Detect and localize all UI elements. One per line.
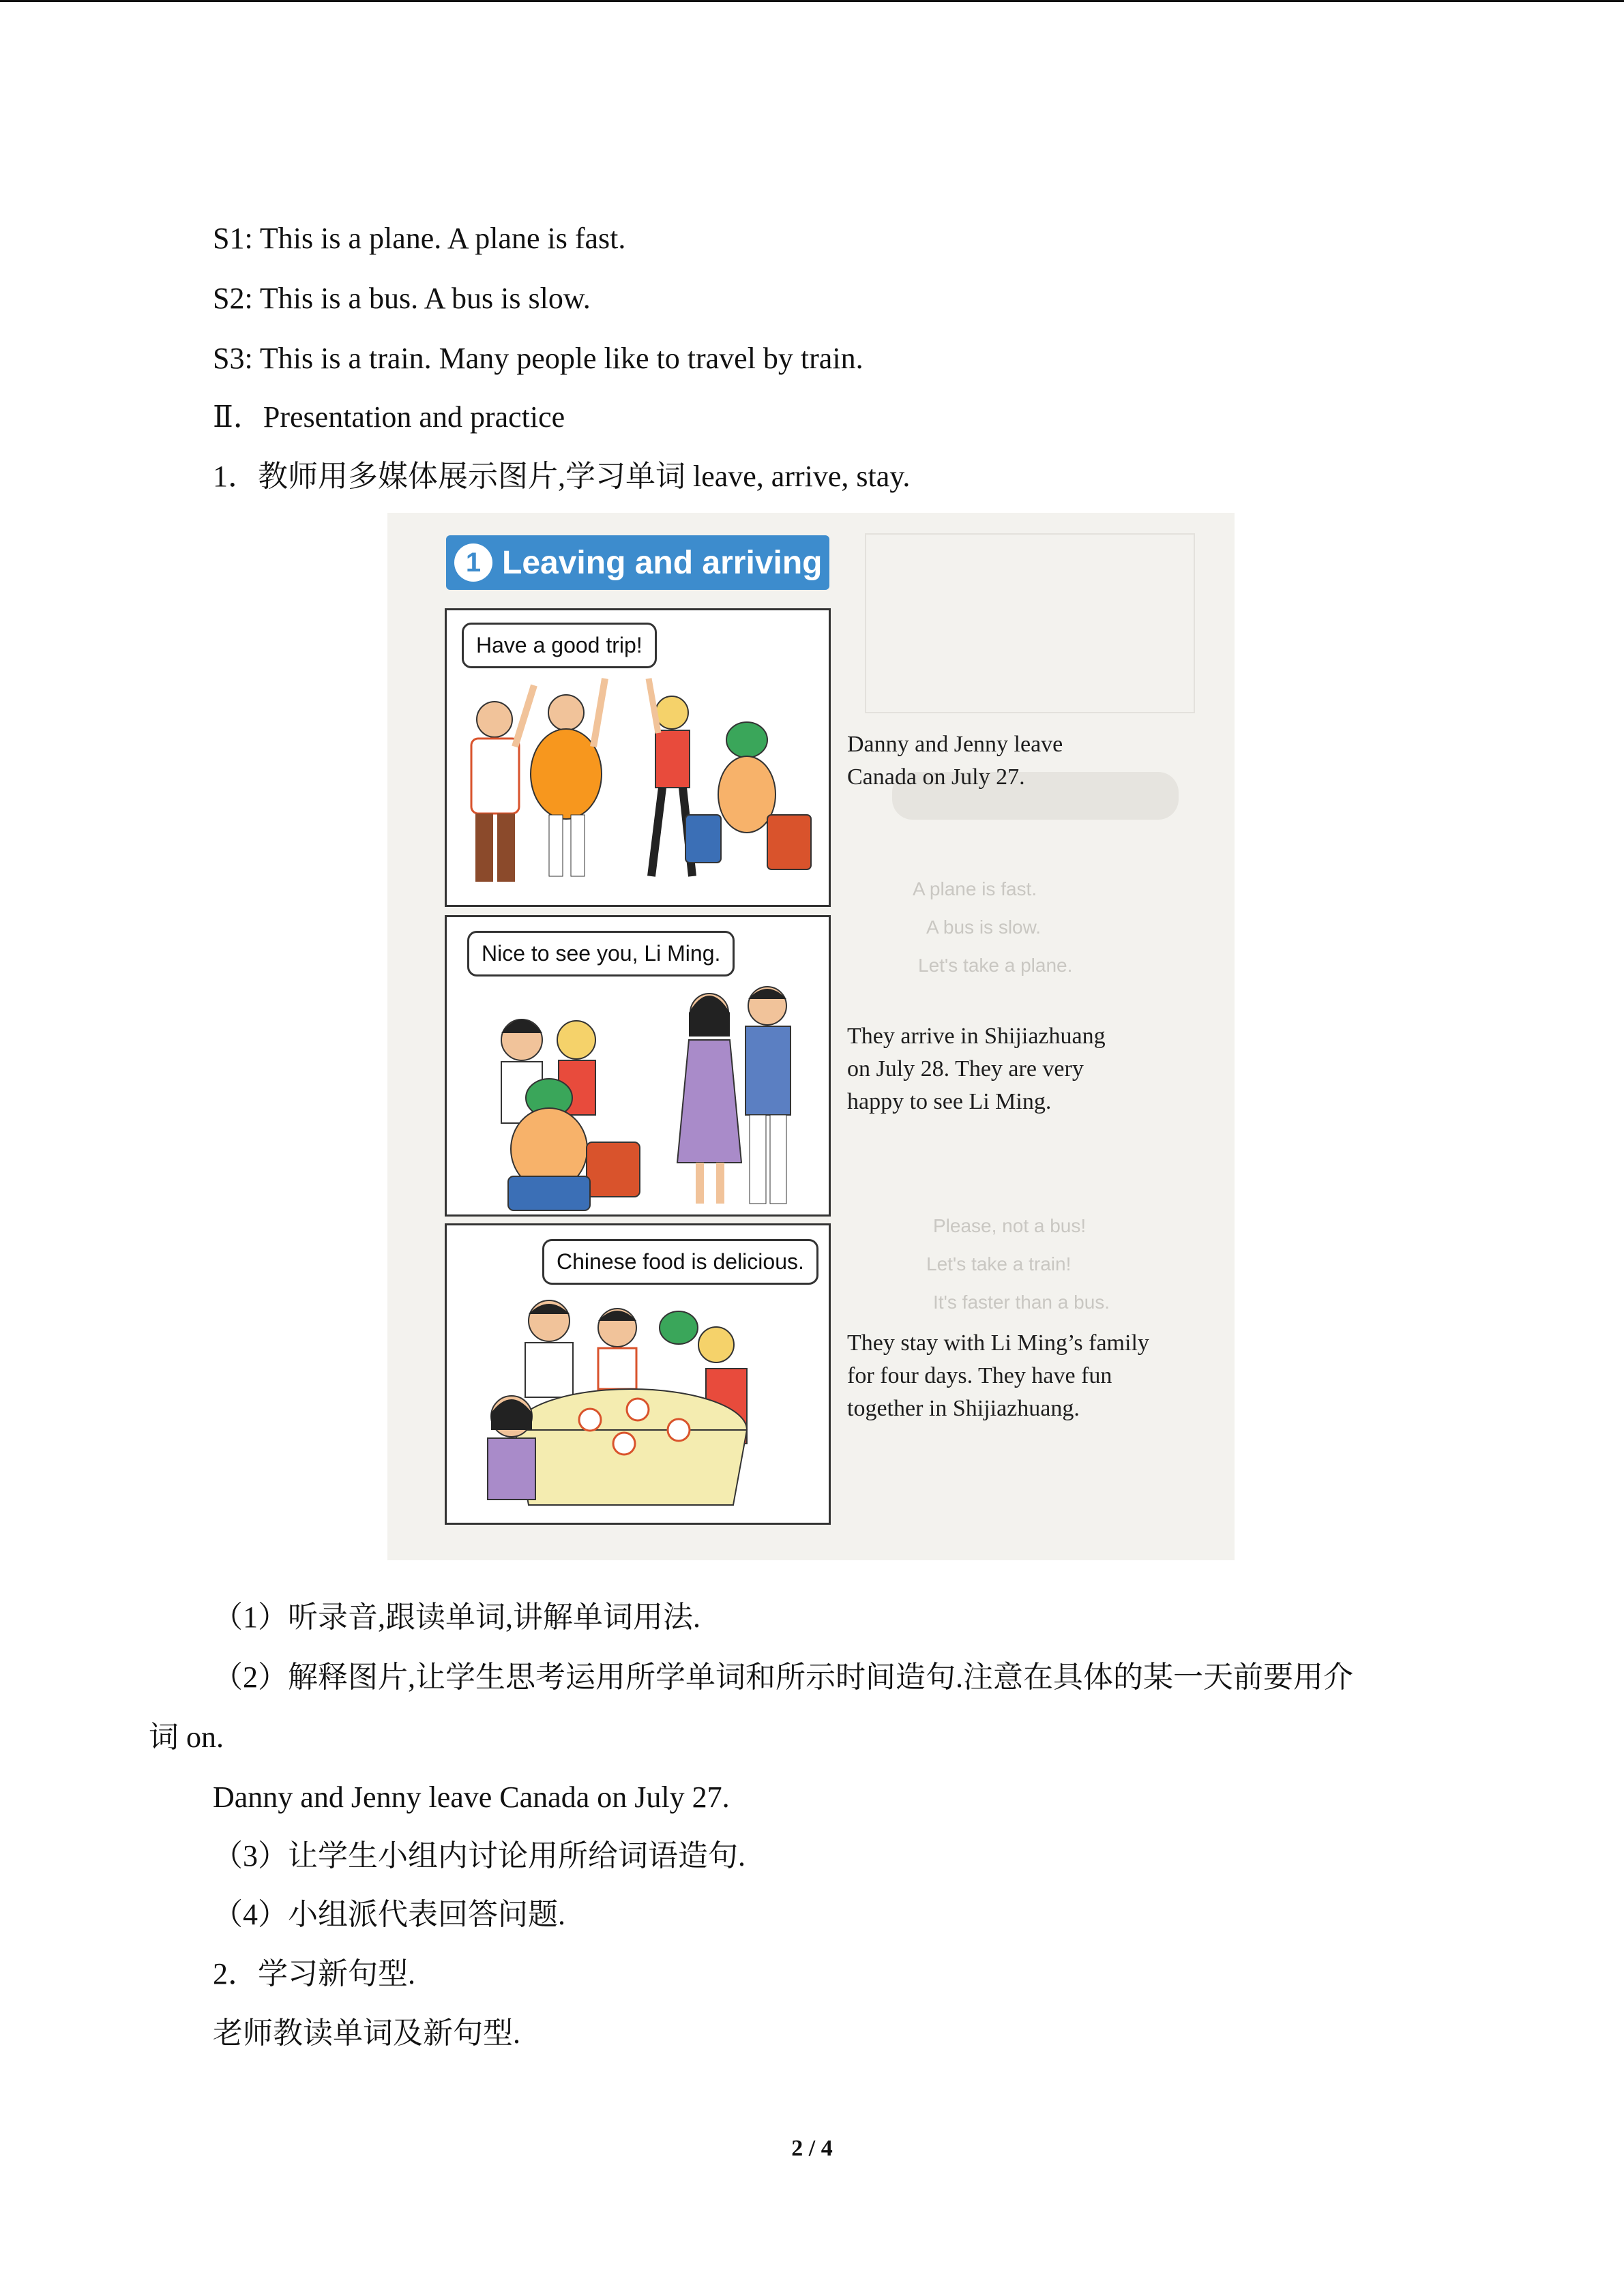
caption-line: Canada on July 27.: [847, 764, 1025, 790]
step-1: 1．教师用多媒体展示图片,学习单词 leave, arrive, stay.: [213, 460, 911, 493]
father-figure: [745, 987, 791, 1204]
paragraph-4: （4）小组派代表回答问题.: [213, 1898, 565, 1931]
speech-bubble: Have a good trip!: [462, 623, 657, 668]
top-border: [0, 0, 1624, 2]
paragraph-1: （1）听录音,跟读单词,讲解单词用法.: [213, 1600, 700, 1634]
mother-figure: [677, 994, 741, 1204]
father-at-table: [525, 1300, 573, 1397]
dialogue-s2: S2: This is a bus. A bus is slow.: [213, 282, 591, 315]
step-2: 2．学习新句型.: [213, 1957, 415, 1991]
caption-line: They stay with Li Ming’s family: [847, 1330, 1149, 1356]
caption-line: happy to see Li Ming.: [847, 1089, 1052, 1114]
caption-line: on July 28. They are very: [847, 1056, 1084, 1082]
speech-bubble: Chinese food is delicious.: [542, 1239, 818, 1285]
ghost-text: Please, not a bus!: [933, 1215, 1087, 1236]
mother-at-table: [488, 1396, 535, 1500]
paragraph-2: （2）解释图片,让学生思考运用所学单词和所示时间造句.注意在具体的某一天前要用介: [213, 1660, 1353, 1694]
caption-arriving: [847, 1020, 1106, 1118]
page-number: 2 / 4: [791, 2136, 833, 2161]
man-waving: [471, 685, 534, 882]
comic-panel-staying: [445, 1223, 831, 1525]
speech-bubble: Nice to see you, Li Ming.: [467, 931, 735, 976]
woman-waving: [531, 679, 605, 876]
lesson-number: 1: [454, 543, 492, 582]
lesson-banner: [446, 535, 829, 590]
textbook-figure: [387, 513, 1235, 1560]
ghost-text: A bus is slow.: [926, 916, 1042, 938]
ghost-text: A plane is fast.: [913, 878, 1037, 899]
comic-panel-arriving: [445, 915, 831, 1217]
caption-line: together in Shijiazhuang.: [847, 1396, 1080, 1421]
caption-leaving: [847, 728, 1063, 794]
caption-line: They arrive in Shijiazhuang: [847, 1024, 1106, 1049]
jenny-figure: [649, 679, 721, 876]
ghost-text: Let's take a train!: [926, 1253, 1072, 1274]
caption-staying: [847, 1327, 1149, 1425]
paragraph-3: （3）让学生小组内讨论用所给词语造句.: [213, 1839, 745, 1873]
teacher-instruction: 老师教读单词及新句型.: [213, 2016, 520, 2050]
comic-panel-leaving: [445, 608, 831, 907]
dialogue-s3: S3: This is a train. Many people like to travel by train.: [213, 342, 863, 375]
ghost-picture: [865, 533, 1195, 713]
ghost-text: It's faster than a bus.: [933, 1292, 1110, 1313]
lesson-title: Leaving and arriving: [502, 545, 823, 581]
caption-line: Danny and Jenny leave: [847, 732, 1063, 757]
dinner-table: [515, 1389, 747, 1505]
ghost-text: Let's take a plane.: [918, 955, 1073, 976]
li-ming-at-table: [598, 1309, 636, 1389]
caption-line: for four days. They have fun: [847, 1363, 1112, 1388]
paragraph-2-continued: 词 on.: [149, 1720, 224, 1754]
dialogue-s1: S1: This is a plane. A plane is fast.: [213, 222, 626, 255]
danny-dinosaur: [718, 722, 811, 869]
section-heading: Ⅱ．Presentation and practice: [213, 400, 565, 434]
example-sentence: Danny and Jenny leave Canada on July 27.: [213, 1780, 730, 1814]
